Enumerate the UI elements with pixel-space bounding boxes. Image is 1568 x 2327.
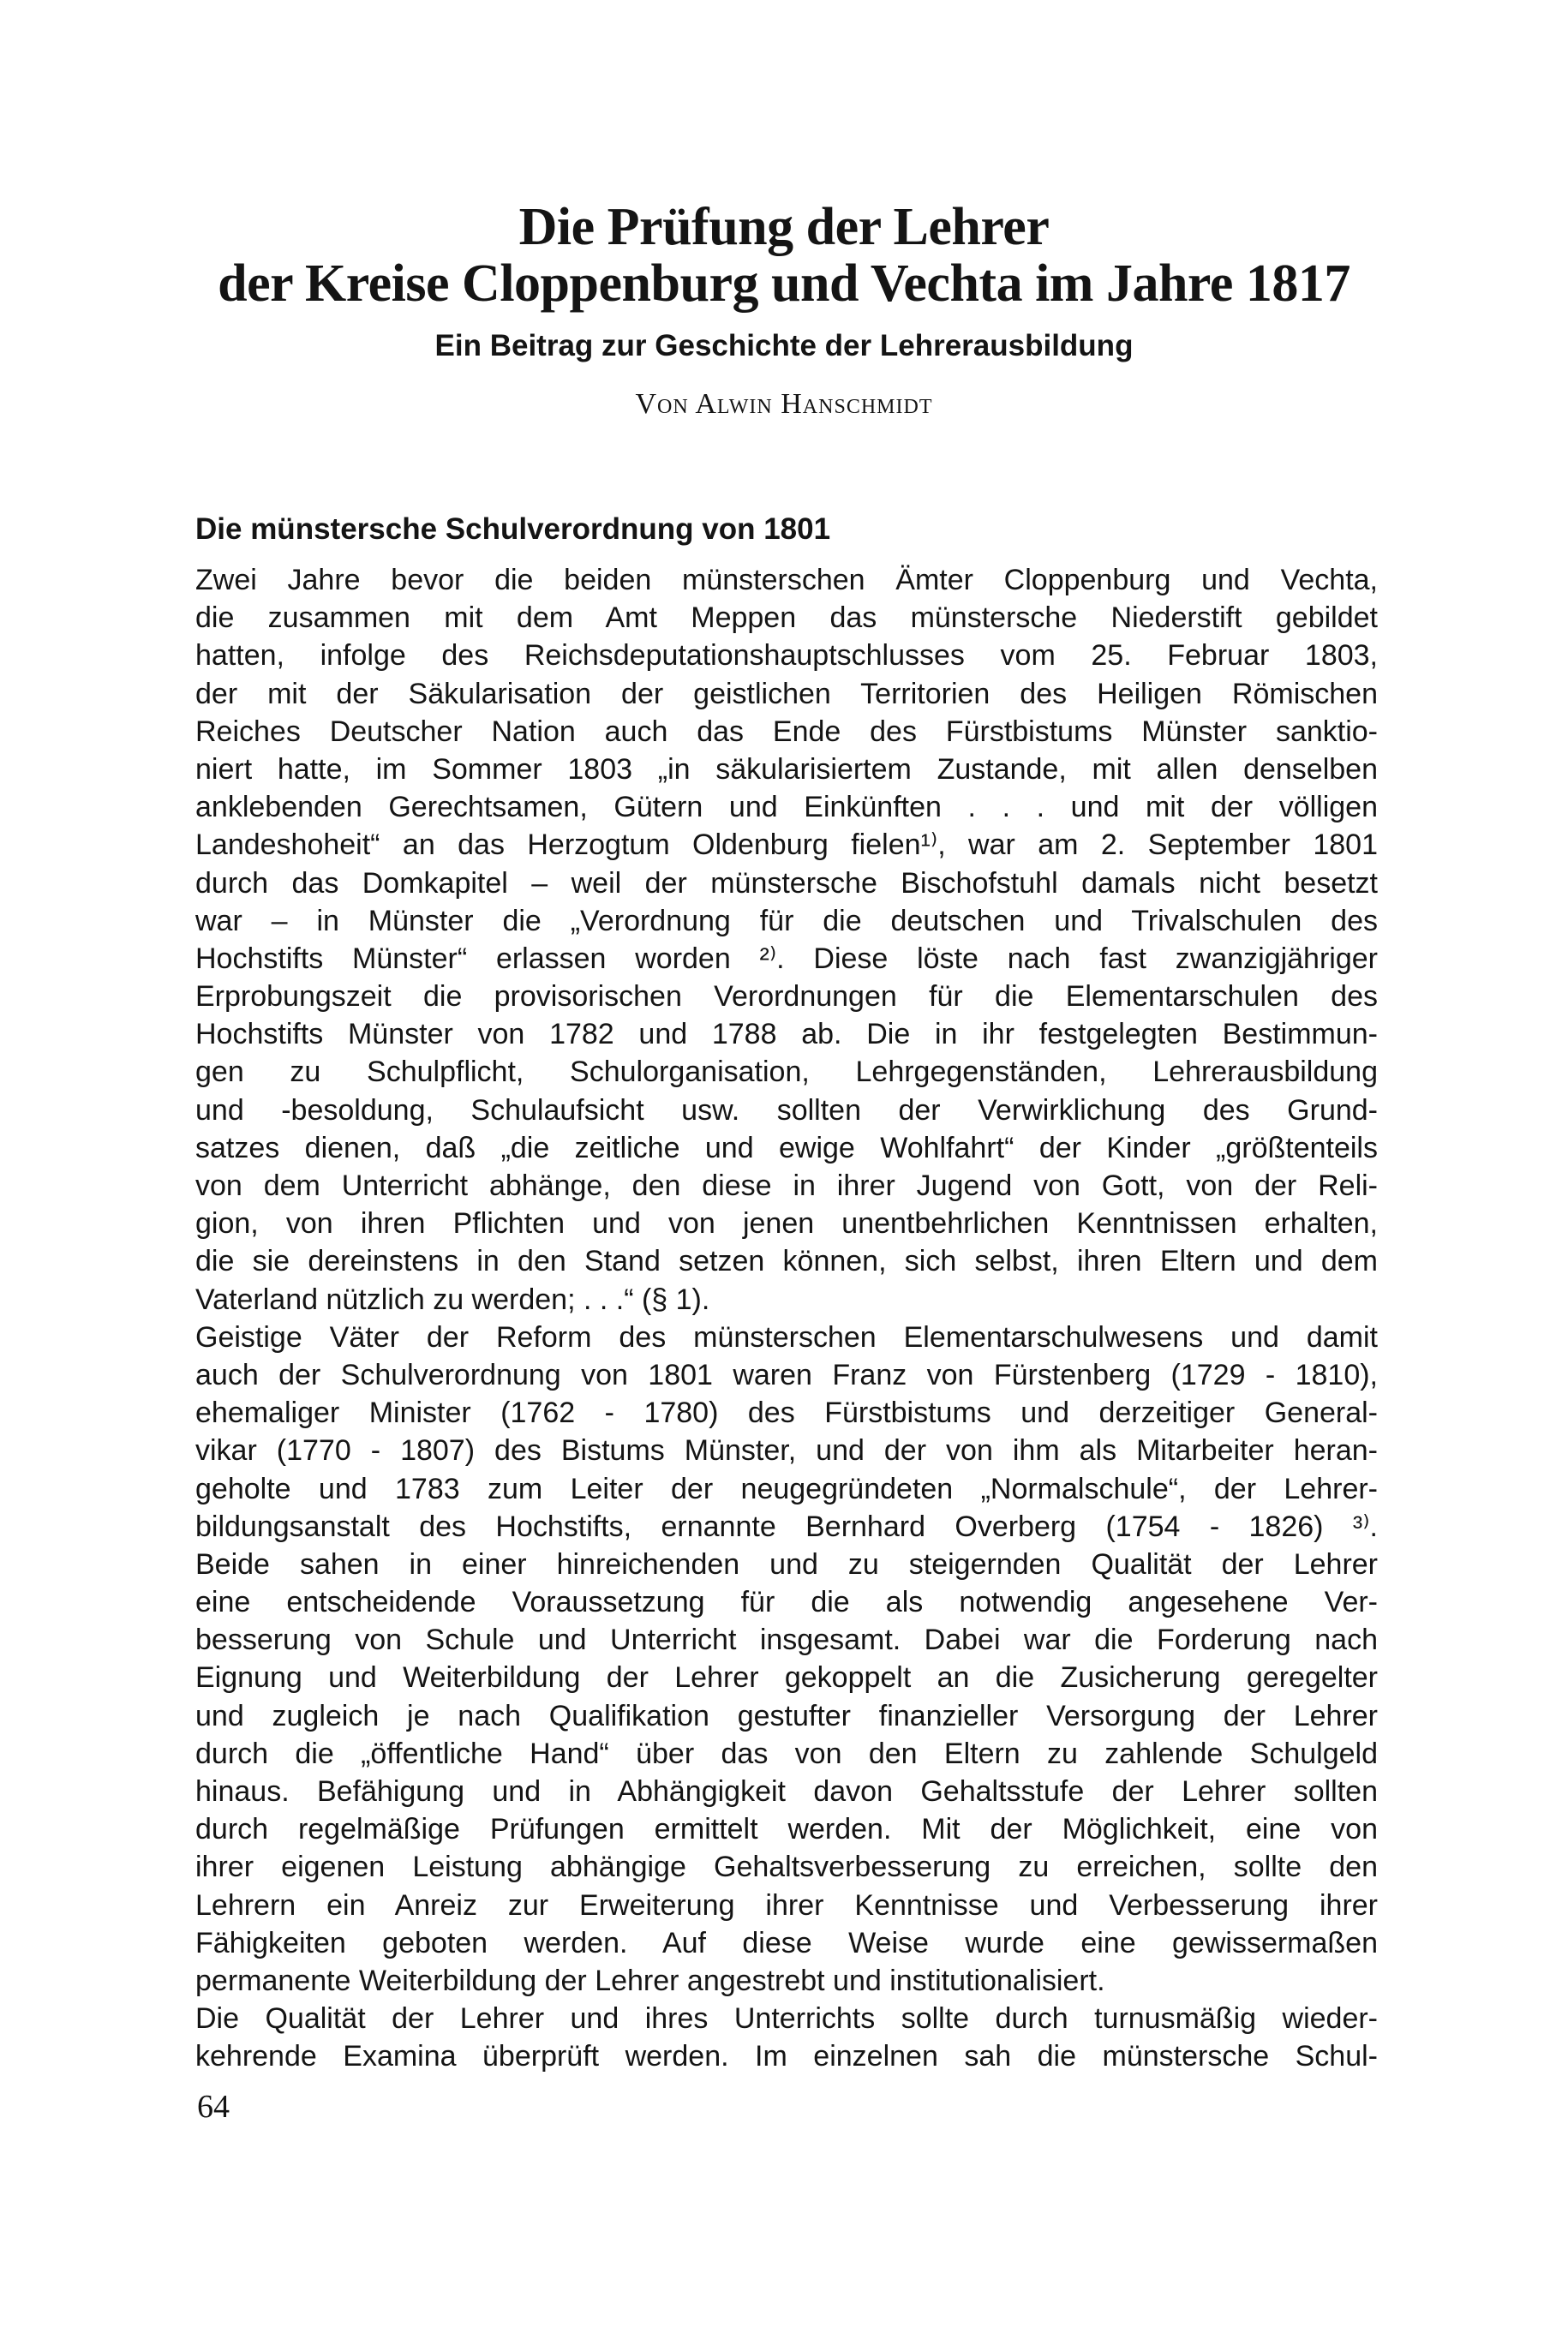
section-heading: Die münstersche Schulverordnung von 1801 <box>195 512 831 546</box>
text-line: Zwei Jahre bevor die beiden münsterschen Ämter Cloppenburg und Vechta, <box>195 564 1378 596</box>
text-line: Die Qualität der Lehrer und ihres Unterrichts sollte durch turnusmäßig wieder- <box>195 2002 1378 2036</box>
text-line: durch das Domkapitel – weil der münstersche Bischofstuhl damals nicht besetzt <box>195 866 1378 900</box>
text-line: niert hatte, im Sommer 1803 „in säkularisiertem Zustande, mit allen denselben <box>195 752 1378 786</box>
text-line: ehemaliger Minister (1762 - 1780) des Fürstbistums und derzeitiger General- <box>195 1397 1378 1430</box>
text-line: die sie dereinstens in den Stand setzen können, sich selbst, ihren Eltern und dem <box>195 1245 1378 1278</box>
text-line: und zugleich je nach Qualifikation gestufter finanzieller Versorgung der Lehrer <box>195 1699 1378 1732</box>
text-line: die zusammen mit dem Amt Meppen das münstersche Niederstift gebildet <box>195 601 1378 635</box>
text-line: Reiches Deutscher Nation auch das Ende des Fürstbistums Münster sanktio- <box>195 715 1378 748</box>
text-line: Fähigkeiten geboten werden. Auf diese Weise wurde eine gewissermaßen <box>195 1926 1378 1959</box>
text-line: permanente Weiterbildung der Lehrer angestrebt und institutionalisiert. <box>195 1964 1105 1997</box>
text-line: vikar (1770 - 1807) des Bistums Münster, und der von ihm als Mitarbeiter heran- <box>195 1434 1378 1468</box>
article-author: Von Alwin Hanschmidt <box>635 388 933 420</box>
page-number: 64 <box>197 2089 230 2125</box>
text-line: satzes dienen, daß „die zeitliche und ewige Wohlfahrt“ der Kinder „größtenteils <box>195 1131 1378 1164</box>
text-line: von dem Unterricht abhänge, den diese in ihrer Jugend von Gott, von der Reli- <box>195 1169 1378 1202</box>
article-title-line-1: Die Prüfung der Lehrer <box>518 198 1050 256</box>
text-line: gen zu Schulpflicht, Schulorganisation, Lehrgegenständen, Lehrerausbildung <box>195 1056 1378 1089</box>
body-text <box>195 561 1378 2076</box>
text-line: Landeshoheit“ an das Herzogtum Oldenburg fielen¹⁾, war am 2. September 1801 <box>195 829 1378 862</box>
text-line: hinaus. Befähigung und in Abhängigkeit davon Gehaltsstufe der Lehrer sollten <box>195 1775 1378 1808</box>
text-line: Geistige Väter der Reform des münsterschen Elementarschulwesens und damit <box>195 1320 1378 1354</box>
text-line: besserung von Schule und Unterricht insgesamt. Dabei war die Forderung nach <box>195 1624 1378 1657</box>
article-subtitle: Ein Beitrag zur Geschichte der Lehrerausbildung <box>434 329 1134 362</box>
text-line: kehrende Examina überprüft werden. Im einzelnen sah die münstersche Schul- <box>195 2040 1378 2073</box>
text-line: Hochstifts Münster von 1782 und 1788 ab. Die in ihr festgelegten Bestimmun- <box>195 1018 1378 1051</box>
article-title-line-2: der Kreise Cloppenburg und Vechta im Jahre 1817 <box>218 254 1350 313</box>
text-line: Eignung und Weiterbildung der Lehrer gekoppelt an die Zusicherung geregelter <box>195 1661 1378 1695</box>
text-line: bildungsanstalt des Hochstifts, ernannte Bernhard Overberg (1754 - 1826) ³⁾. <box>195 1510 1378 1543</box>
text-line: Hochstifts Münster“ erlassen worden ²⁾. Diese löste nach fast zwanzigjähriger <box>195 942 1378 975</box>
text-line: auch der Schulverordnung von 1801 waren Franz von Fürstenberg (1729 - 1810), <box>195 1358 1378 1391</box>
text-line: und -besoldung, Schulaufsicht usw. sollten der Verwirklichung des Grund- <box>195 1093 1378 1127</box>
text-line: der mit der Säkularisation der geistlichen Territorien des Heiligen Römischen <box>195 677 1378 710</box>
text-line: eine entscheidende Voraussetzung für die als notwendig angesehene Ver- <box>195 1586 1378 1619</box>
text-line: Lehrern ein Anreiz zur Erweiterung ihrer Kenntnisse und Verbesserung ihrer <box>195 1888 1378 1922</box>
text-line: hatten, infolge des Reichsdeputationshauptschlusses vom 25. Februar 1803, <box>195 639 1378 673</box>
text-line: durch die „öffentliche Hand“ über das von den Eltern zu zahlende Schulgeld <box>195 1737 1378 1770</box>
text-line: geholte und 1783 zum Leiter der neugegründeten „Normalschule“, der Lehrer- <box>195 1472 1378 1505</box>
text-line: war – in Münster die „Verordnung für die deutschen und Trivalschulen des <box>195 904 1378 937</box>
text-line: gion, von ihren Pflichten und von jenen unentbehrlichen Kenntnissen erhalten, <box>195 1207 1378 1241</box>
text-line: anklebenden Gerechtsamen, Gütern und Einkünften . . . und mit der völligen <box>195 791 1378 824</box>
text-line: Beide sahen in einer hinreichenden und zu steigernden Qualität der Lehrer <box>195 1547 1378 1581</box>
text-line: ihrer eigenen Leistung abhängige Gehaltsverbesserung zu erreichen, sollte den <box>195 1851 1378 1884</box>
text-line: durch regelmäßige Prüfungen ermittelt werden. Mit der Möglichkeit, eine von <box>195 1813 1378 1846</box>
text-line: Vaterland nützlich zu werden; . . .“ (§ 1). <box>195 1283 710 1316</box>
text-line: Erprobungszeit die provisorischen Verordnungen für die Elementarschulen des <box>195 980 1378 1014</box>
